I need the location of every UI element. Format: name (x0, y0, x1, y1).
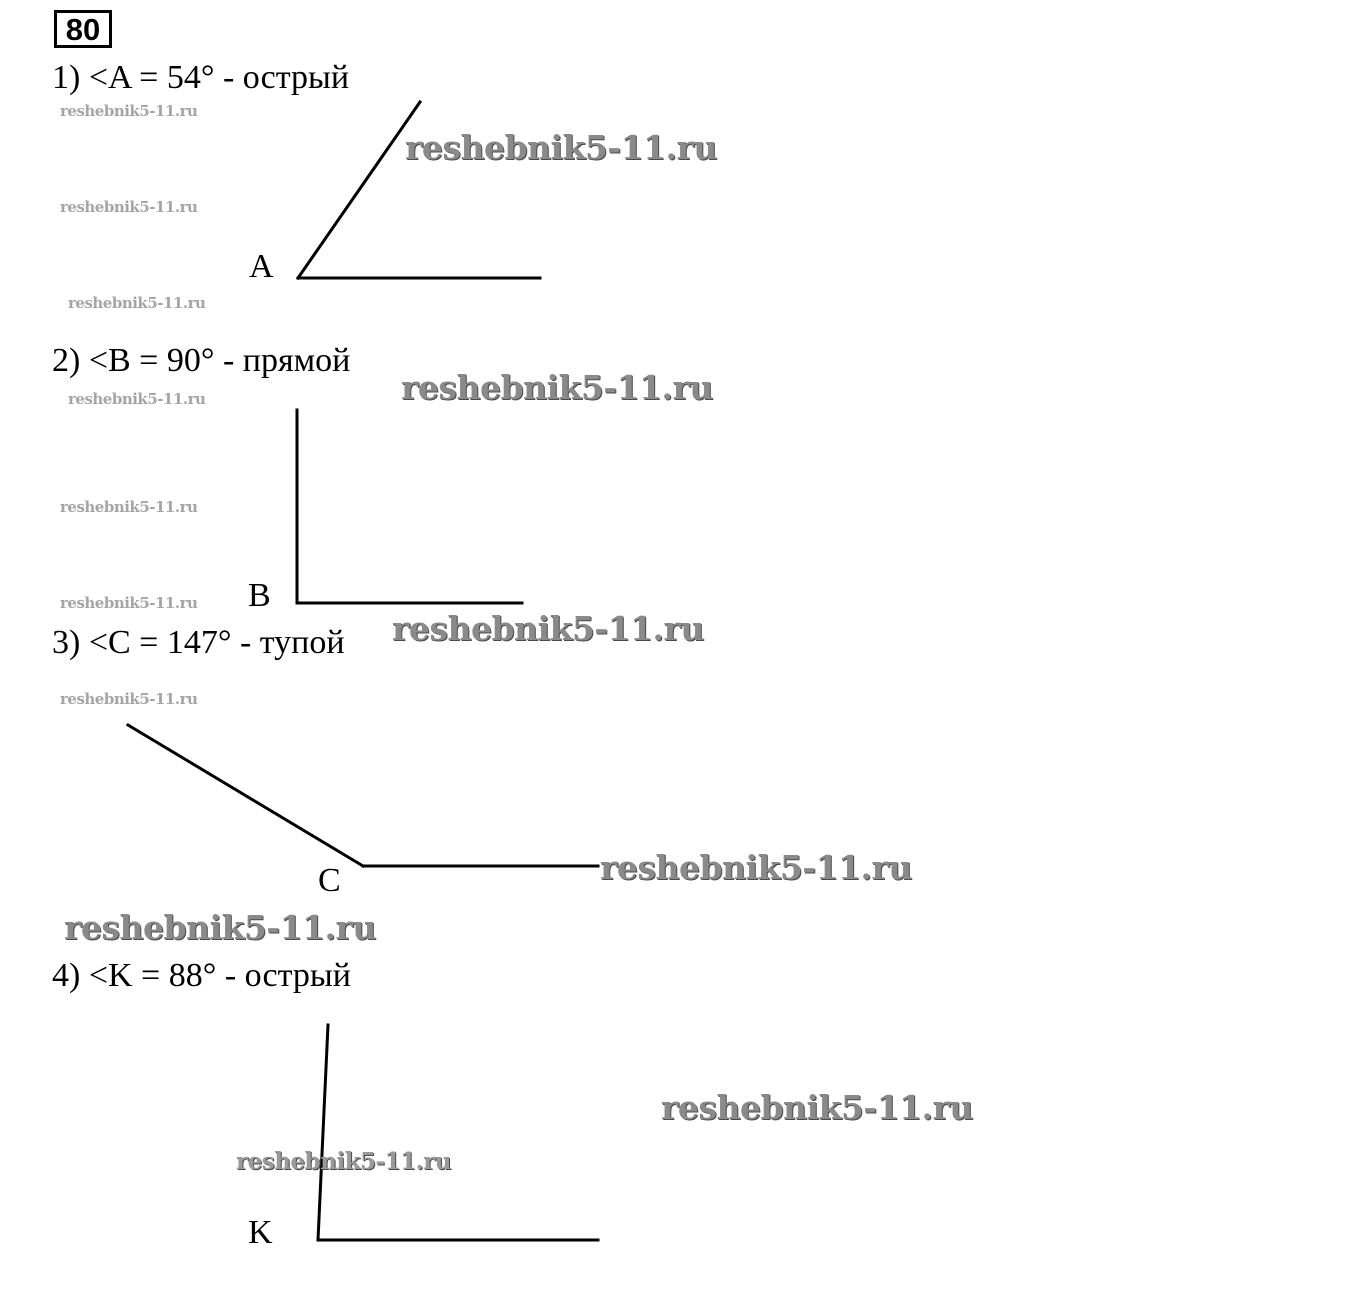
watermark: reshebnik5-11.ru (68, 390, 206, 408)
watermark: reshebnik5-11.ru (68, 294, 206, 312)
watermark: reshebnik5-11.ru (600, 848, 912, 887)
item-3-text: 3) <C = 147° - тупой (52, 624, 345, 661)
item-4-text: 4) <K = 88° - острый (52, 957, 351, 994)
watermark: reshebnik5-11.ru (661, 1088, 973, 1127)
vertex-label-c: C (318, 862, 341, 899)
angle-k (318, 1025, 598, 1240)
watermark: reshebnik5-11.ru (60, 198, 198, 216)
watermark: reshebnik5-11.ru (60, 594, 198, 612)
watermark: reshebnik5-11.ru (236, 1148, 451, 1175)
vertex-label-b: B (248, 577, 271, 614)
vertex-label-a: A (249, 248, 274, 285)
watermark: reshebnik5-11.ru (60, 498, 198, 516)
watermark: reshebnik5-11.ru (401, 368, 713, 407)
item-2-text: 2) <B = 90° - прямой (52, 342, 351, 379)
item-1-text: 1) <A = 54° - острый (52, 59, 350, 96)
vertex-label-k: K (248, 1214, 273, 1251)
task-number-box: 80 (54, 10, 112, 48)
watermark: reshebnik5-11.ru (392, 609, 704, 648)
angle-k-ray-1 (318, 1025, 328, 1240)
watermark: reshebnik5-11.ru (64, 908, 376, 947)
angle-c-ray-1 (128, 725, 363, 866)
watermark: reshebnik5-11.ru (60, 102, 198, 120)
watermark: reshebnik5-11.ru (405, 128, 717, 167)
watermark: reshebnik5-11.ru (60, 690, 198, 708)
angle-c (128, 725, 598, 866)
angle-a-ray-1 (298, 102, 420, 278)
angle-b (297, 410, 522, 603)
